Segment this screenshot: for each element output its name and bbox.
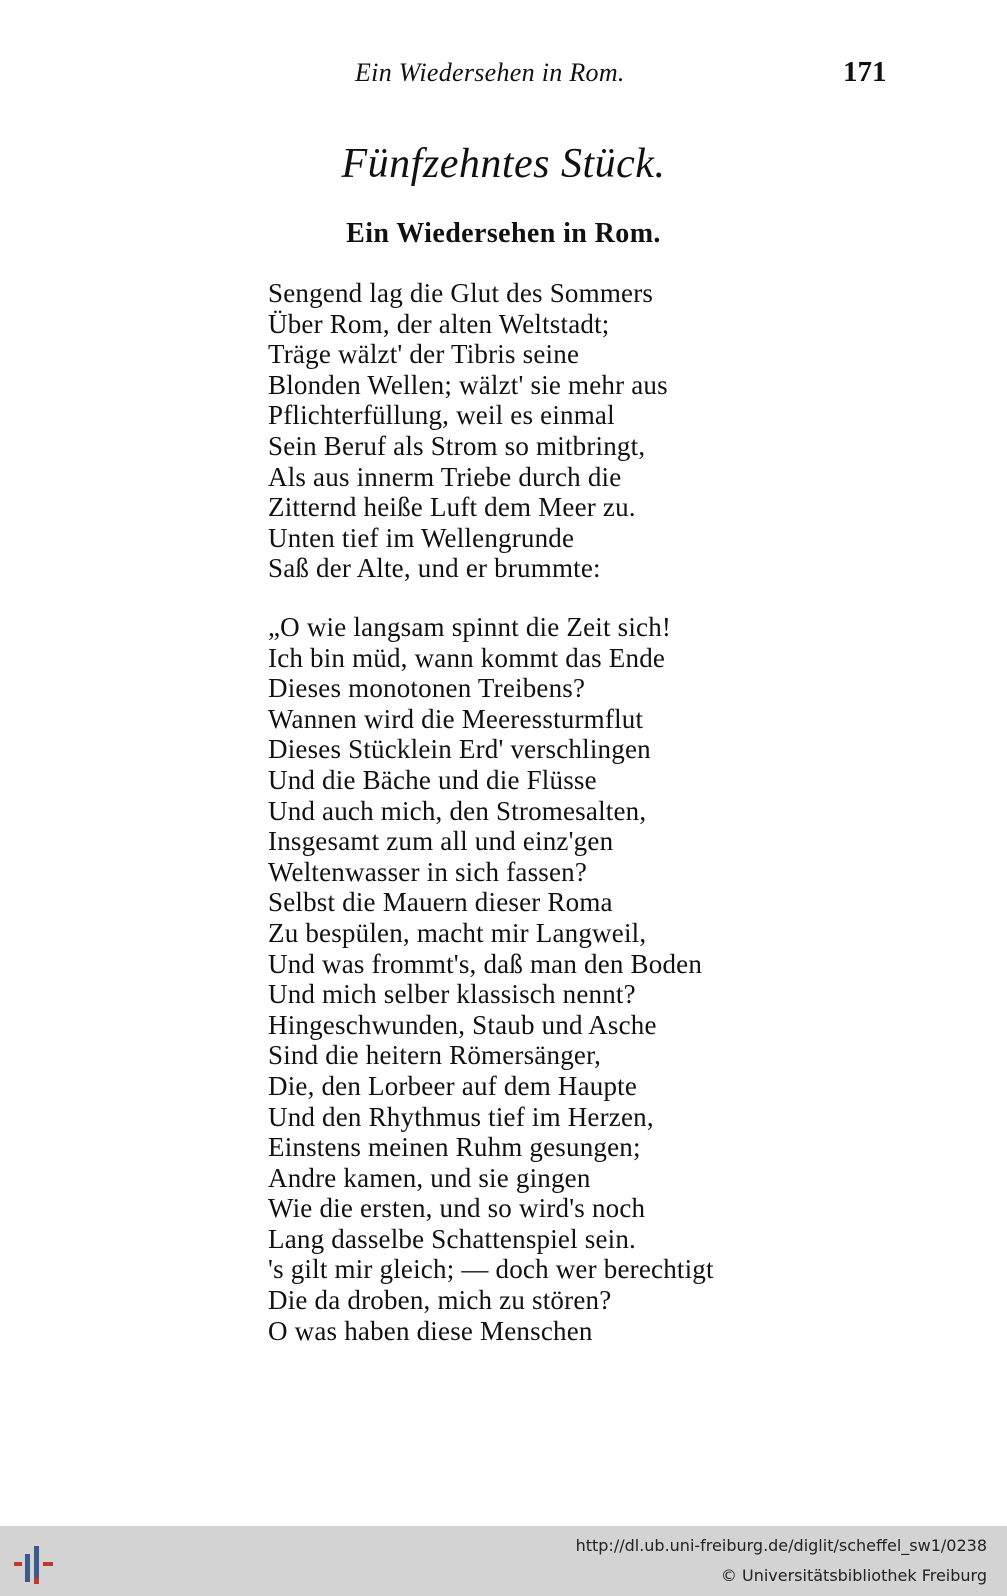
verse-line: Lang dasselbe Schattenspiel sein.	[268, 1223, 637, 1254]
verse-line: Ich bin müd, wann kommt das Ende	[268, 642, 666, 673]
page-number: 171	[843, 56, 887, 88]
verse-line: Hingeschwunden, Staub und Asche	[268, 1009, 657, 1040]
verse-line: Sein Beruf als Strom so mitbringt,	[268, 430, 646, 461]
verse-line: Sengend lag die Glut des Sommers	[268, 278, 654, 308]
verse-line: Über Rom, der alten Weltstadt;	[268, 308, 610, 339]
verse-line: Und die Bäche und die Flüsse	[268, 764, 597, 795]
verse-line: Sind die heitern Römersänger,	[268, 1040, 602, 1071]
poem-title: Ein Wiedersehen in Rom.	[346, 218, 661, 249]
verse-line: Die, den Lorbeer auf dem Haupte	[268, 1070, 638, 1101]
verse-line: Saß der Alte, und er brummte:	[268, 553, 601, 584]
verse-line: Träge wälzt' der Tibris seine	[268, 339, 580, 370]
verse-line: 's gilt mir gleich; — doch wer berechtigt	[268, 1254, 714, 1285]
permalink-url[interactable]: http://dl.ub.uni-freiburg.de/diglit/scheffel_sw1/0238	[575, 1536, 987, 1555]
verse-line: Zitternd heiße Luft dem Meer zu.	[268, 492, 636, 523]
verse-line: Und mich selber klassisch nennt?	[268, 979, 636, 1010]
running-title: Ein Wiedersehen in Rom.	[355, 58, 625, 87]
verse-line: Als aus innerm Triebe durch die	[268, 461, 622, 492]
viewer-footer	[0, 1526, 1007, 1596]
verse-line: Dieses monotonen Treibens?	[268, 673, 586, 704]
verse-line: Und was frommt's, daß man den Boden	[268, 948, 703, 979]
verse-line: Einstens meinen Ruhm gesungen;	[268, 1132, 641, 1163]
verse-line: Blonden Wellen; wälzt' sie mehr aus	[268, 369, 668, 400]
verse-line: Weltenwasser in sich fassen?	[268, 856, 588, 887]
verse-line: Wannen wird die Meeressturmflut	[268, 703, 644, 734]
verse-line: Dieses Stücklein Erd' verschlingen	[268, 734, 651, 765]
verse-line: Die da droben, mich zu stören?	[268, 1285, 612, 1316]
verse-line: Pflichterfüllung, weil es einmal	[268, 400, 615, 431]
chapter-heading: Fünfzehntes Stück.	[341, 141, 666, 187]
verse-line: Wie die ersten, und so wird's noch	[268, 1193, 646, 1224]
stanza-1	[268, 278, 668, 584]
verse-line: Und den Rhythmus tief im Herzen,	[268, 1101, 654, 1132]
ub-freiburg-logo-icon[interactable]	[10, 1542, 62, 1586]
verse-line: Und auch mich, den Stromesalten,	[268, 795, 647, 826]
copyright-notice: © Universitätsbibliothek Freiburg	[720, 1566, 987, 1585]
verse-line: Andre kamen, und sie gingen	[268, 1162, 591, 1193]
verse-line: Zu bespülen, macht mir Langweil,	[268, 917, 647, 948]
verse-line: „O wie langsam spinnt die Zeit sich!	[268, 612, 672, 642]
stanza-2	[268, 612, 714, 1346]
verse-line: O was haben diese Menschen	[268, 1315, 593, 1346]
verse-line: Insgesamt zum all und einz'gen	[268, 826, 614, 857]
verse-line: Selbst die Mauern dieser Roma	[268, 887, 613, 918]
running-head	[0, 58, 1007, 98]
verse-line: Unten tief im Wellengrunde	[268, 522, 575, 553]
